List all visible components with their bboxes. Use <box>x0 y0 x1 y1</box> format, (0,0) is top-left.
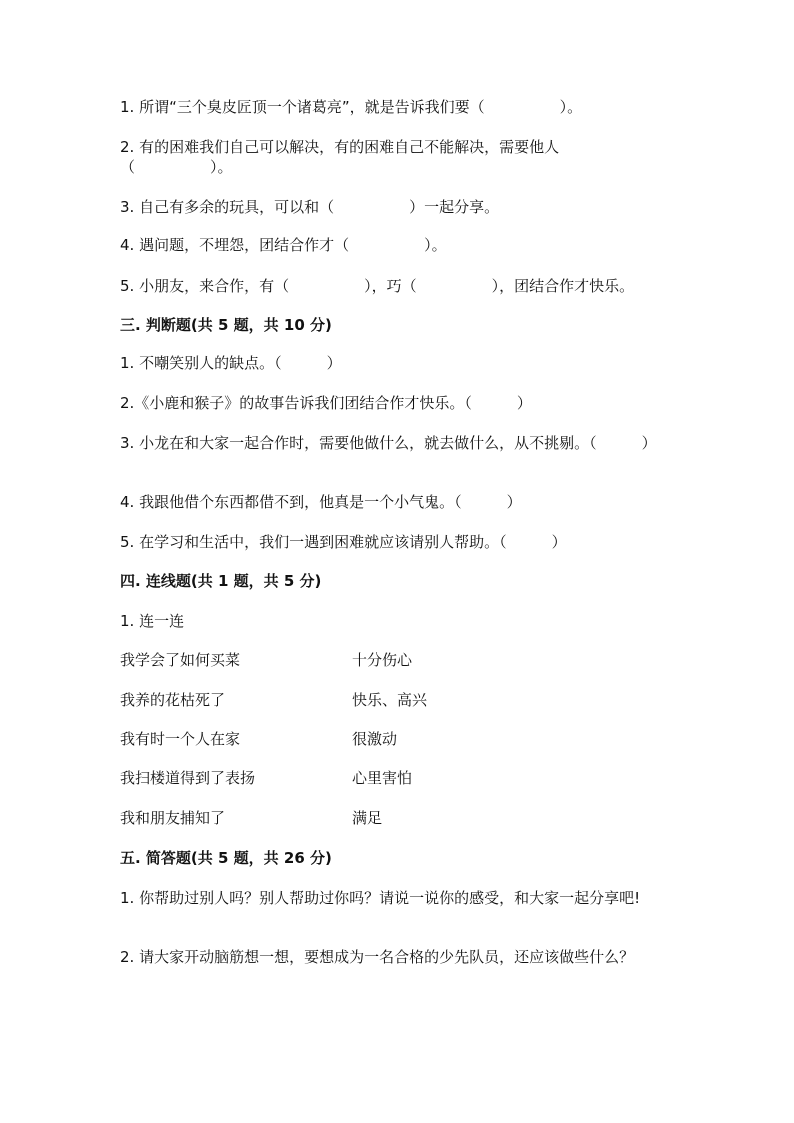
match-left-item: 我扫楼道得到了表扬 <box>120 769 256 787</box>
match-left-item: 我有时一个人在家 <box>120 730 241 748</box>
match-left-item: 我养的花枯死了 <box>120 691 226 709</box>
judge-section-heading: 三. 判断题(共 5 题，共 10 分) <box>120 316 332 334</box>
fill-blank-item-4: 4. 遇问题，不埋怨，团结合作才（ ）。 <box>120 236 447 254</box>
match-right-item: 快乐、高兴 <box>352 691 428 709</box>
fill-blank-item-2: 2. 有的困难我们自己可以解决，有的困难自己不能解决，需要他人（ ）。 <box>120 138 560 176</box>
fill-blank-item-5: 5. 小朋友，来合作，有（ ），巧（ ），团结合作才快乐。 <box>120 277 635 295</box>
match-section-heading: 四. 连线题(共 1 题，共 5 分) <box>120 572 322 590</box>
judge-item-4: 4. 我跟他借个东西都借不到，他真是一个小气鬼。（ ） <box>120 493 522 511</box>
match-prompt: 1. 连一连 <box>120 612 185 630</box>
match-right-item: 十分伤心 <box>352 651 413 669</box>
fill-blank-item-3: 3. 自己有多余的玩具，可以和（ ）一起分享。 <box>120 198 500 216</box>
match-right-item: 满足 <box>352 809 383 827</box>
judge-item-5: 5. 在学习和生活中，我们一遇到困难就应该请别人帮助。（ ） <box>120 533 567 551</box>
match-left-item: 我学会了如何买菜 <box>120 651 241 669</box>
match-right-item: 心里害怕 <box>352 769 413 787</box>
short-answer-item-1: 1. 你帮助过别人吗？别人帮助过你吗？请说一说你的感受，和大家一起分享吧! <box>120 889 641 907</box>
match-left-item: 我和朋友捕知了 <box>120 809 226 827</box>
judge-item-3: 3. 小龙在和大家一起合作时，需要他做什么，就去做什么，从不挑剔。（ ） <box>120 434 657 452</box>
judge-item-1: 1. 不嘲笑别人的缺点。（ ） <box>120 354 342 372</box>
fill-blank-item-1: 1. 所谓“三个臭皮匠顶一个诸葛亮”，就是告诉我们要（ ）。 <box>120 98 583 116</box>
judge-item-2: 2.《小鹿和猴子》的故事告诉我们团结合作才快乐。（ ） <box>120 394 532 412</box>
match-right-item: 很激动 <box>352 730 398 748</box>
short-answer-item-2: 2. 请大家开动脑筋想一想，要想成为一名合格的少先队员，还应该做些什么？ <box>120 948 635 966</box>
short-answer-section-heading: 五. 简答题(共 5 题，共 26 分) <box>120 849 332 867</box>
